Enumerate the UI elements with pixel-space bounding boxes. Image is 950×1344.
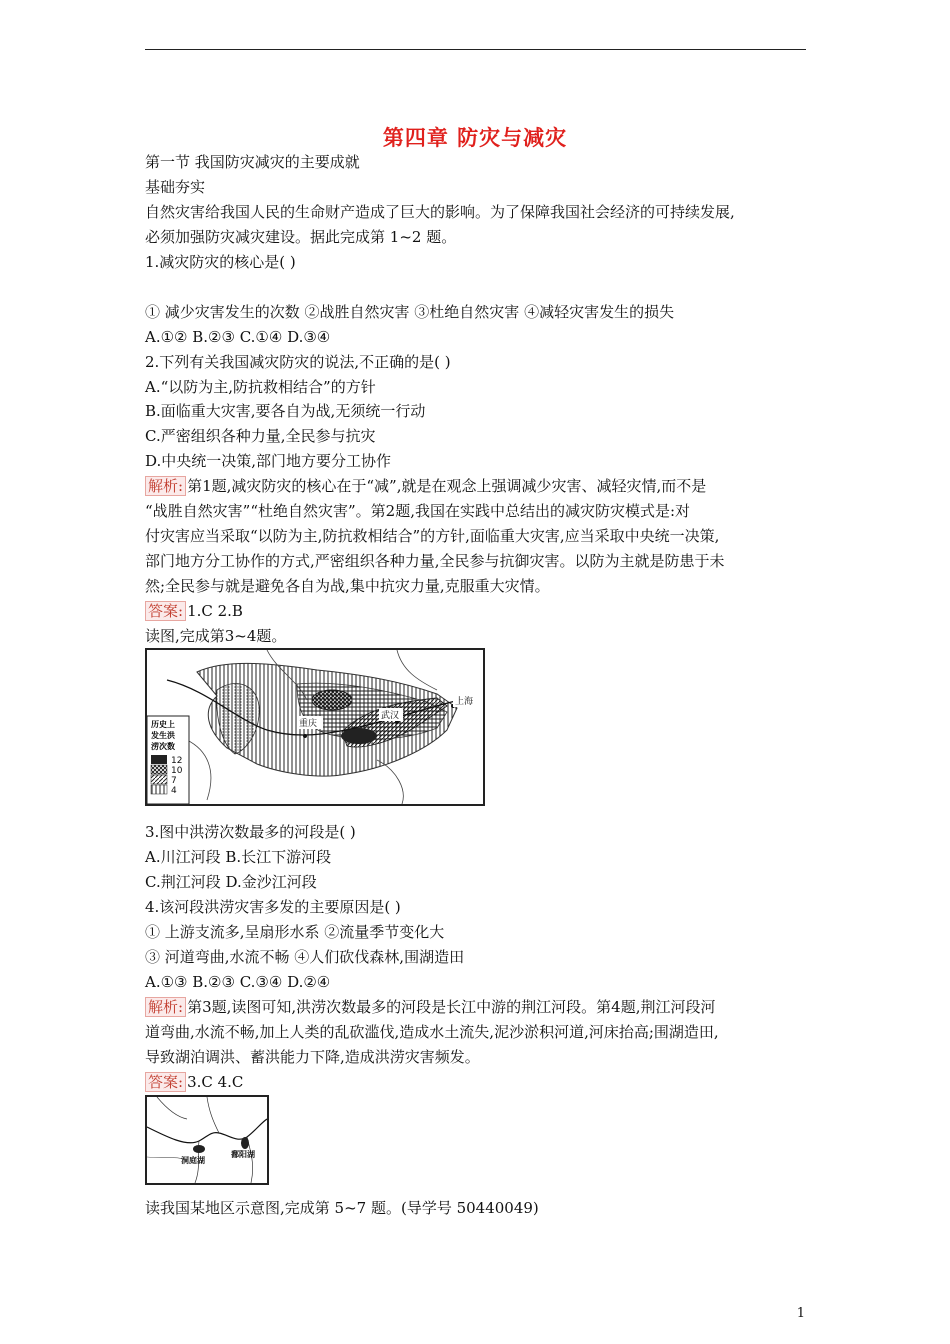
question-3-options-cd: C.荆江河段 D.金沙江河段 [145, 873, 317, 891]
legend-title-3: 涝次数 [151, 742, 175, 751]
question-4-choices: A.①③ B.②③ C.③④ D.②④ [145, 973, 331, 991]
question-2: 2.下列有关我国减灾防灾的说法,不正确的是( ) [145, 353, 451, 371]
legend-value-2: 10 [171, 766, 183, 776]
map-label-dongting: 洞庭湖 [181, 1156, 205, 1165]
section-title: 第一节 我国防灾减灾的主要成就 [145, 153, 360, 171]
legend-value-1: 12 [171, 756, 183, 766]
question-4: 4.该河段洪涝灾害多发的主要原因是( ) [145, 898, 401, 916]
legend-value-3: 7 [171, 776, 177, 786]
analysis-2-text: 第3题,读图可知,洪涝次数最多的河段是长江中游的荆江河段。第4题,荆江河段河 [187, 998, 716, 1016]
map-label-wuhan: 武汉 [381, 711, 400, 721]
analysis-2-line-1 [145, 995, 715, 1019]
read-instruction-1: 读图,完成第3~4题。 [145, 627, 287, 645]
lakes-map-drawing [147, 1097, 267, 1183]
question-2-option-c: C.严密组织各种力量,全民参与抗灾 [145, 427, 376, 445]
analysis-tag: 解析: [145, 997, 186, 1017]
header-rule [145, 49, 806, 50]
analysis-1-line-5: 然;全民参与就是避免各自为战,集中抗灾力量,克服重大灾情。 [145, 577, 550, 595]
answer-1 [145, 599, 243, 623]
analysis-1-text: 第1题,减灾防灾的核心在于“减”,就是在观念上强调减少灾害、减轻灾情,而不是 [187, 477, 707, 495]
map-label-shanghai: 上海 [455, 697, 474, 707]
flood-frequency-map [145, 648, 485, 806]
question-2-option-b: B.面临重大灾害,要各自为战,无须统一行动 [145, 402, 426, 420]
question-4-options-2: ③ 河道弯曲,水流不畅 ④人们砍伐森林,围湖造田 [145, 948, 465, 966]
read-instruction-2: 读我国某地区示意图,完成第 5~7 题。(导学号 50440049) [145, 1199, 539, 1217]
intro-line-1: 自然灾害给我国人民的生命财产造成了巨大的影响。为了保障我国社会经济的可持续发展, [145, 203, 735, 221]
map-label-chongqing: 重庆 [299, 719, 318, 729]
answer-2-text: 3.C 4.C [187, 1073, 244, 1091]
analysis-2-line-3: 导致湖泊调洪、蓄洪能力下降,造成洪涝灾害频发。 [145, 1048, 480, 1066]
question-1-options: ① 减少灾害发生的次数 ②战胜自然灾害 ③杜绝自然灾害 ④减轻灾害发生的损失 [145, 303, 675, 321]
question-3: 3.图中洪涝次数最多的河段是( ) [145, 823, 356, 841]
flood-map-drawing [147, 650, 483, 804]
subsection-title: 基础夯实 [145, 178, 206, 196]
answer-tag: 答案: [145, 1072, 186, 1092]
analysis-1-line-3: 付灾害应当采取“以防为主,防抗救相结合”的方针,面临重大灾害,应当采取中央统一决策, [145, 527, 720, 545]
question-1: 1.减灾防灾的核心是( ) [145, 253, 296, 271]
chapter-title: 第四章 防灾与减灾 [382, 125, 568, 150]
answer-tag: 答案: [145, 601, 186, 621]
map-label-poyang: 鄱阳湖 [231, 1150, 255, 1159]
analysis-1-line-2: “战胜自然灾害”“杜绝自然灾害”。第2题,我国在实践中总结出的减灾防灾模式是:对 [145, 502, 691, 520]
legend-title-2: 发生洪 [151, 731, 175, 740]
question-2-option-a: A.“以防为主,防抗救相结合”的方针 [145, 378, 376, 396]
question-1-choices: A.①② B.②③ C.①④ D.③④ [145, 328, 331, 346]
answer-1-text: 1.C 2.B [187, 602, 243, 620]
legend-title-1: 历史上 [151, 720, 175, 729]
answer-2 [145, 1070, 243, 1094]
analysis-1-line-4: 部门地方分工协作的方式,严密组织各种力量,全民参与抗御灾害。以防为主就是防患于未 [145, 552, 725, 570]
question-2-option-d: D.中央统一决策,部门地方要分工协作 [145, 452, 392, 470]
question-3-options-ab: A.川江河段 B.长江下游河段 [145, 848, 332, 866]
analysis-2-line-2: 道弯曲,水流不畅,加上人类的乱砍滥伐,造成水土流失,泥沙淤积河道,河床抬高;围湖造田, [145, 1023, 719, 1041]
legend-value-4: 4 [171, 786, 177, 796]
analysis-1-line-1 [145, 474, 706, 498]
analysis-tag: 解析: [145, 476, 186, 496]
page-number: 1 [796, 1306, 805, 1321]
question-4-options-1: ① 上游支流多,呈扇形水系 ②流量季节变化大 [145, 923, 445, 941]
lakes-region-map [145, 1095, 269, 1185]
intro-line-2: 必须加强防灾减灾建设。据此完成第 1~2 题。 [145, 228, 457, 246]
